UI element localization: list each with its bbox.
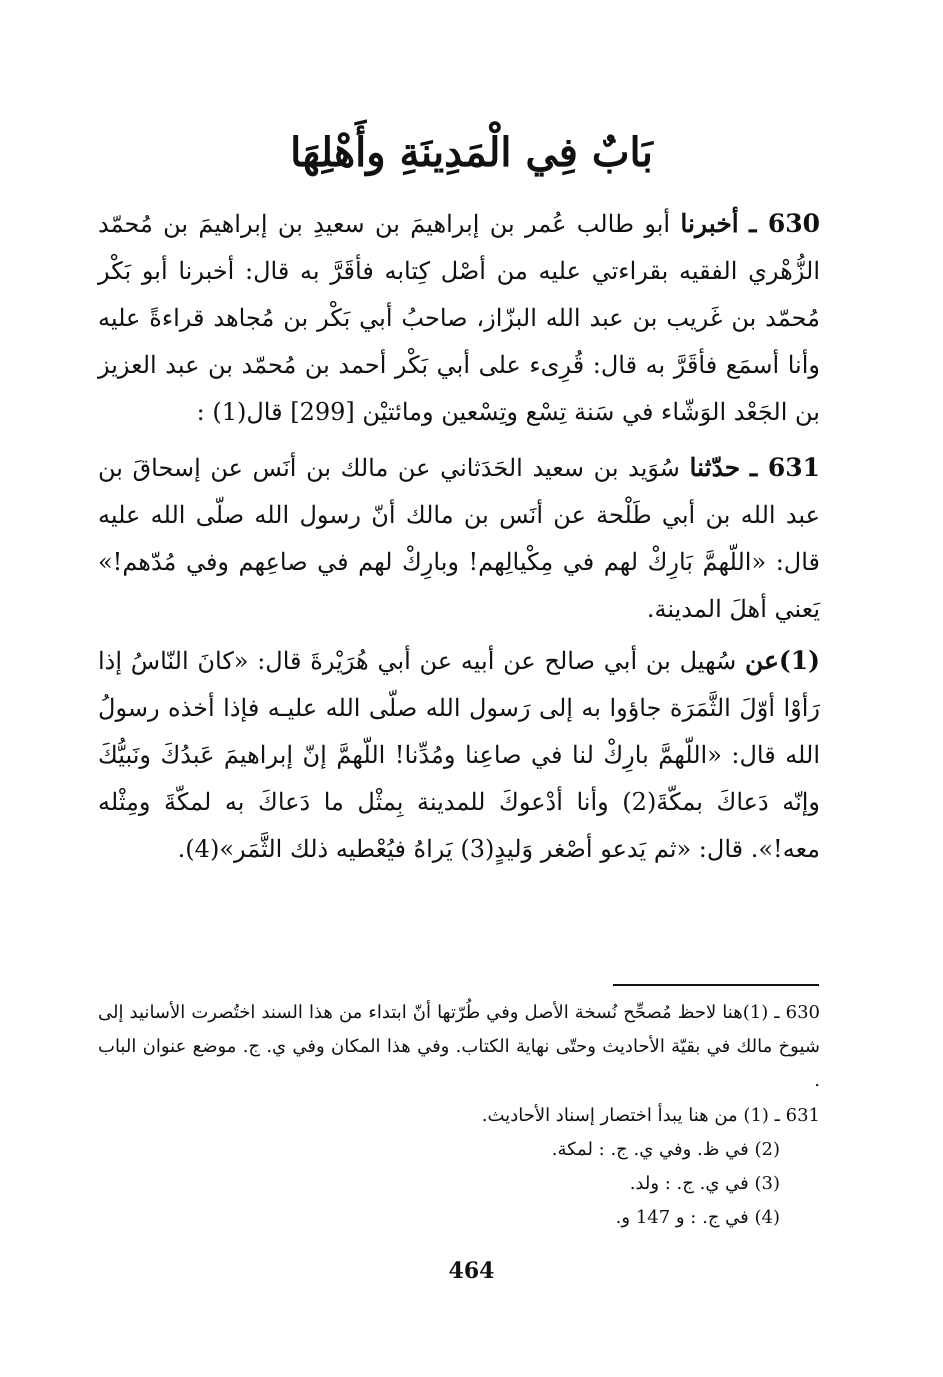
footnote-divider (613, 984, 819, 986)
hadith-number: 631 ـ (749, 453, 821, 482)
page-number: 464 (448, 1258, 495, 1284)
hadith-630 (98, 200, 820, 436)
hadith-lead-word: أخبرنا (680, 209, 739, 238)
hadith-631-continuation (98, 637, 820, 873)
hadith-631 (98, 444, 820, 633)
footnote-2: (2) في ظ. وفي ي. ج. : لمكة. (551, 1139, 780, 1160)
footnote-631-1: 631 ـ (1) من هنا يبدأ اختصار إسناد الأحاديث. (481, 1105, 820, 1126)
chapter-title: بَابٌ فِي الْمَدِينَةِ وأَهْلِهَا (290, 129, 653, 176)
footnote-4: (4) في ج. : و 147 و. (615, 1207, 780, 1228)
hadith-lead-word: حدّثنا (689, 453, 741, 482)
footnote-630-1: 630 ـ (1)هنا لاحظ مُصحِّح نُسخة الأصل وفي طُرّتها أنّ ابتداء من هذا السند اختُصرت الأسانيد إلى شيوخ مالك في بقيّة الأحاديث وحتّى نهاية الكتاب. وفي هذا المكان وفي ي. ج. موضع عنوان الباب . (98, 1002, 820, 1091)
continuation-text: سُهيل بن أبي صالح عن أبيه عن أبي هُرَيْرةَ قال: «كانَ النّاسُ إذا رَأوْا أوّلَ الثَّمَرَة جاؤوا به إلى رَسول الله صلّى الله عليـه فإذا أخذه رسولُ الله قال: «اللّهمَّ بارِكْ لنا في صاعِنا ومُدِّنا! اللّهمَّ إنّ إبراهيمَ عَبدُكَ ونَبيُّكَ وإنّه دَعاكَ بمكّةَ(2) وأنا أدْعوكَ للمدينة بِمثْل ما دَعاكَ به لمكّةَ ومِثْله معه!». قال: «ثم يَدعو أصْغر وَليدٍ(3) يَراهُ فيُعْطيه ذلك الثَّمَر»(4). (98, 647, 821, 863)
hadith-number: 630 ـ (749, 209, 820, 238)
hadith-text: أبو طالب عُمر بن إبراهيمَ بن سعيدِ بن إبراهيمَ بن مُحمّد الزُّهْري الفقيه بقراءتي عليه من أصْل كِتابه فأقَرَّ به قال: أخبرنا أبو بَكْر مُحمّد بن غَريب بن عبد الله البزّاز، صاحبُ أبي بَكْر بن مُجاهد قراءةً عليه وأنا أسمَع فأقَرَّ به قال: قُرِىء على أبي بَكْر أحمد بن مُحمّد بن عبد العزيز بن الجَعْد الوَشّاء في سَنة تِسْع وتِسْعين ومائتيْن [299] قال(1) : (98, 210, 820, 426)
continuation-lead-word: (1)عن (744, 646, 820, 675)
footnote-3: (3) في ي. ج. : ولد. (629, 1173, 780, 1194)
hadith-text: سُوَيد بن سعيد الحَدَثاني عن مالك بن أنَس عن إسحاقَ بن عبد الله بن أبي طَلْحة عن أنَس بن مالك أنّ رسول الله صلّى الله عليه قال: «اللّهمَّ بَارِكْ لهم في مِكْيالِهم! وبارِكْ لهم في صاعِهم وفي مُدّهم!» يَعني أهلَ المدينة. (98, 454, 820, 623)
